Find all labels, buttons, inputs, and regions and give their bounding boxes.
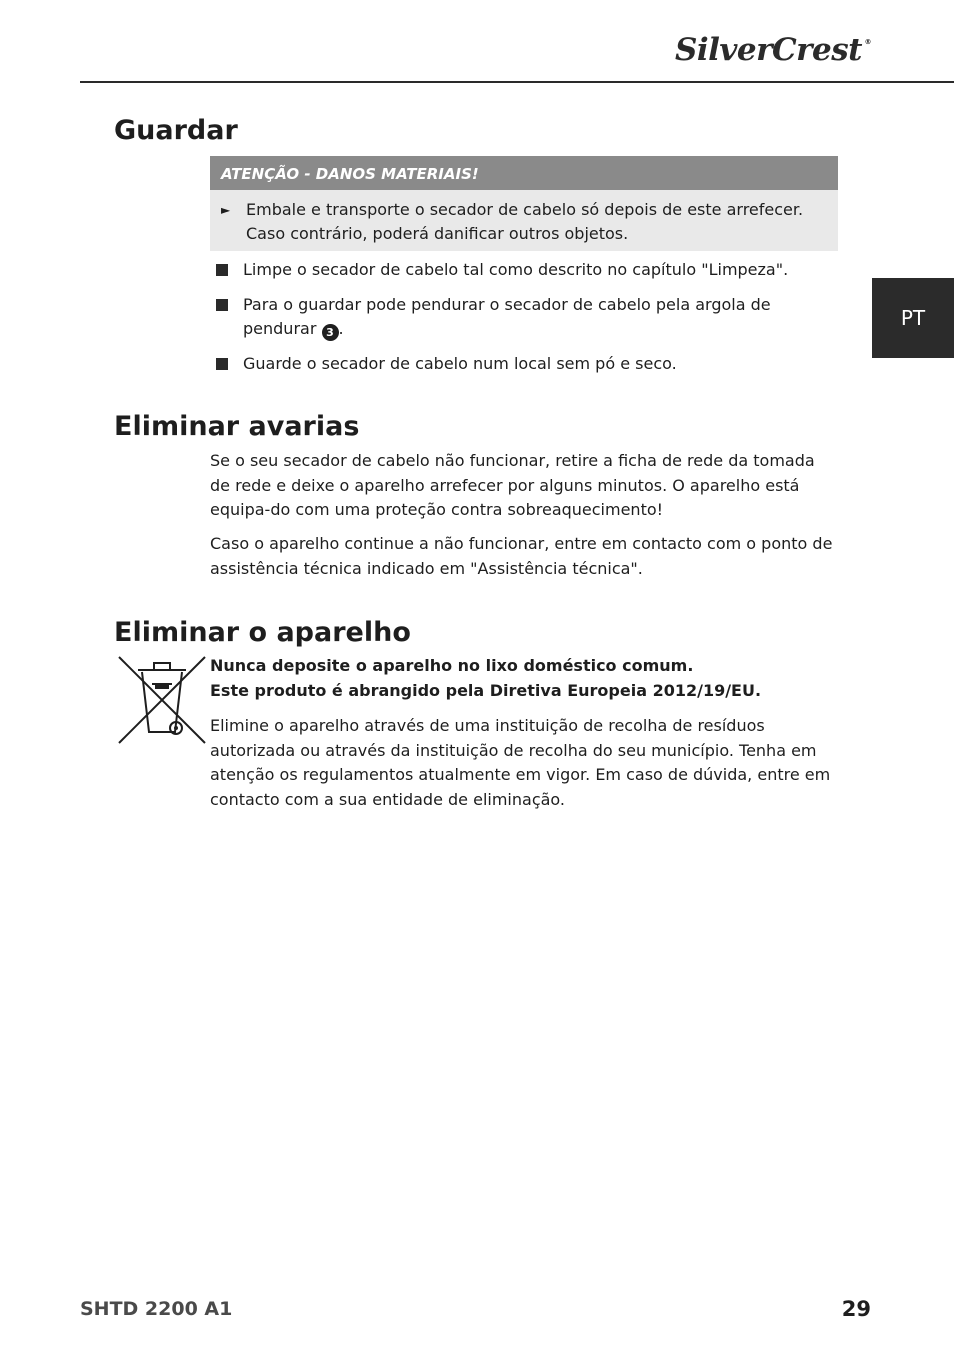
footer-model: SHTD 2200 A1: [80, 1298, 233, 1320]
disposal-warning-1: Nunca deposite o aparelho no lixo doméstico comum.: [210, 656, 694, 675]
disposal-paragraph: Elimine o aparelho através de uma instituição de recolha de resíduos autorizada ou através da instituição de recolha do seu município. Tenha em atenção os regulamentos atualmente em vigor. Em caso de dúvida, entre em contacto com a sua entidade de eliminação.: [210, 716, 831, 809]
square-bullet-icon: [216, 264, 228, 276]
brand-name: SilverCrest: [674, 32, 862, 68]
section-title-guardar: Guardar: [114, 115, 238, 146]
warning-body: [210, 190, 838, 246]
troubleshoot-paragraph-1: Se o seu secador de cabelo não funcionar, retire a ficha de rede da tomada de rede e deixe o aparelho arrefecer por alguns minutos. O aparelho está equipa-do com uma proteção contra sobreaquecimento!: [210, 451, 815, 519]
bullet-text: Guarde o secador de cabelo num local sem pó e seco.: [243, 354, 677, 373]
square-bullet-icon: [216, 358, 228, 370]
section-title-eliminar-avarias: Eliminar avarias: [114, 411, 360, 442]
page-number: 29: [841, 1297, 871, 1321]
storage-bullet-list: [216, 258, 816, 387]
troubleshoot-paragraph-2: Caso o aparelho continue a não funcionar, entre em contacto com o ponto de assistência técnica indicado em "Assistência técnica".: [210, 534, 833, 578]
crossed-bin-icon: [116, 654, 208, 746]
header-rule: [80, 81, 954, 83]
bullet-text: Para o guardar pode pendurar o secador de cabelo pela argola de: [243, 295, 771, 314]
section-title-eliminar-aparelho: Eliminar o aparelho: [114, 617, 411, 648]
warning-heading: ATENÇÃO - DANOS MATERIAIS!: [210, 156, 838, 190]
warning-line-1: Embale e transporte o secador de cabelo só depois de este arrefecer.: [246, 200, 804, 219]
list-item: Para o guardar pode pendurar o secador de cabelo pela argola de pendurar 3 .: [216, 293, 816, 341]
disposal-warning-2: Este produto é abrangido pela Diretiva Europeia 2012/19/EU.: [210, 681, 762, 700]
list-item: [216, 258, 816, 282]
warning-line-2: Caso contrário, poderá danificar outros objetos.: [246, 224, 629, 243]
square-bullet-icon: [216, 299, 228, 311]
list-item: [216, 352, 816, 376]
language-tab: PT: [872, 278, 954, 358]
part-number-badge: 3: [322, 324, 339, 341]
bullet-text: Limpe o secador de cabelo tal como descrito no capítulo "Limpeza".: [243, 260, 789, 279]
warning-box: [210, 156, 838, 251]
arrow-bullet-icon: ►: [221, 203, 231, 217]
bullet-text-cont: pendurar: [243, 319, 317, 338]
registered-mark: ®: [864, 38, 871, 46]
brand-logo: [674, 32, 871, 68]
